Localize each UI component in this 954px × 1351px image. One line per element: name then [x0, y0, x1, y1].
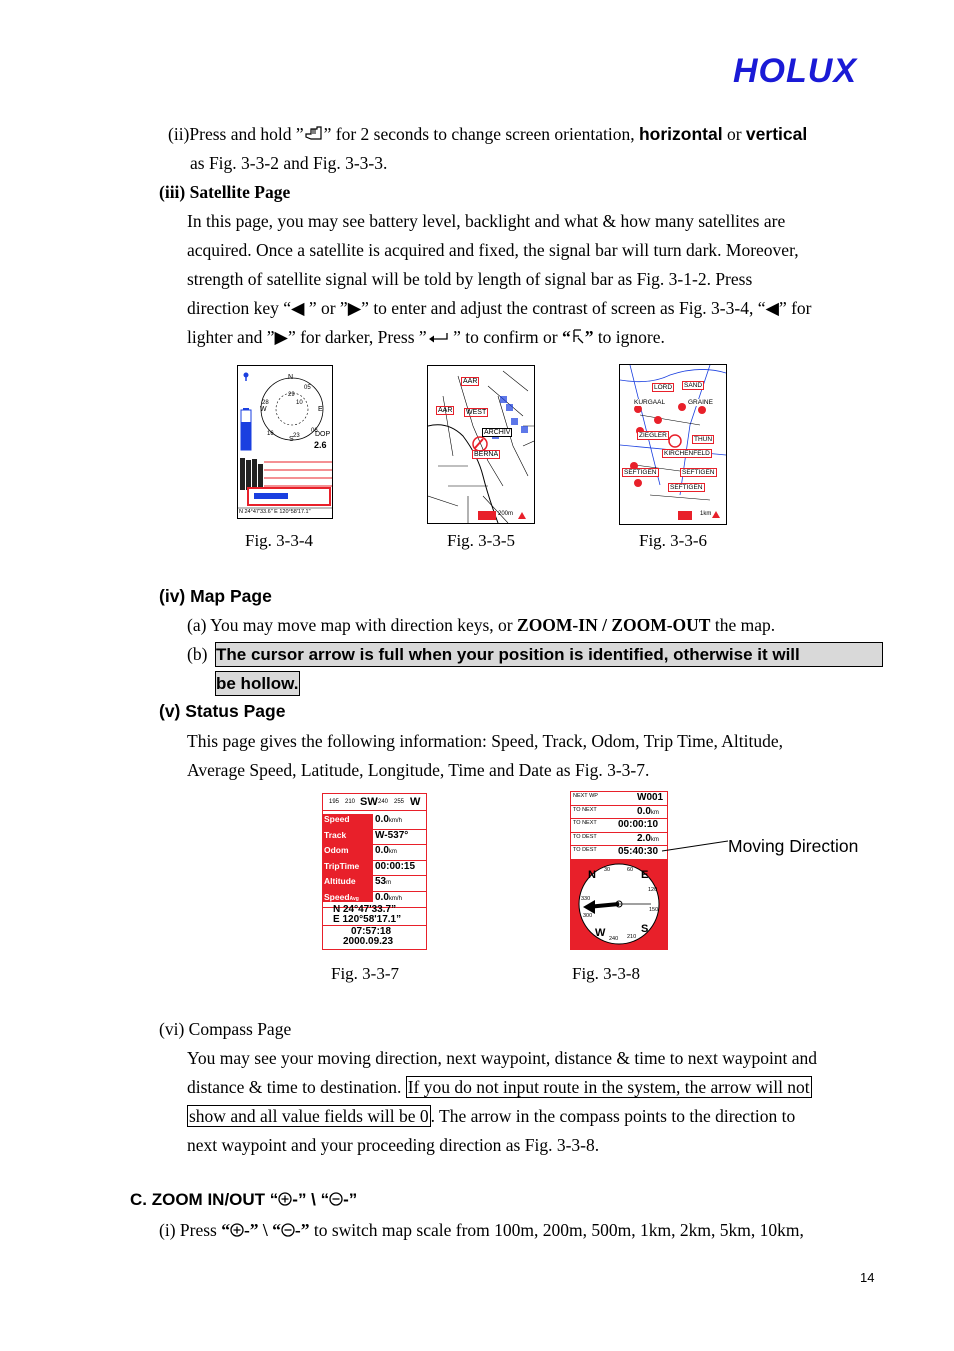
satellite-line1: In this page, you may see battery level, backlight and what & how many satellites are: [187, 211, 786, 231]
map-label: AAR: [438, 407, 453, 414]
sat-num: 16: [267, 431, 274, 437]
status-strip-val: W: [410, 796, 421, 808]
status-value: 0.0: [375, 891, 389, 903]
map-line-b-label: (b): [187, 644, 208, 664]
status-row-label: Odom: [324, 845, 349, 856]
map-label: SEFTIGEN: [624, 469, 657, 476]
right-arrow-icon: ▶: [274, 327, 288, 347]
compass-row-value: [637, 806, 659, 817]
left-arrow-icon: ◀: [290, 298, 305, 318]
status-date: 2000.09.23: [343, 936, 394, 947]
compass-unit: km: [650, 809, 659, 816]
figure-status-screen: [322, 793, 427, 950]
para-ii-text-a: (ii)Press and hold ”: [168, 124, 304, 144]
compass-tick: 150: [649, 907, 659, 913]
sat-l4-d: ” for: [778, 298, 812, 318]
compass-row-label: NEXT WP: [573, 793, 598, 799]
compass-l2-a: distance & time to destination.: [187, 1077, 406, 1097]
map-line-b1-highlight: The cursor arrow is full when your position is identified, otherwise it will: [216, 643, 882, 666]
para-ii-line2: as Fig. 3-3-2 and Fig. 3-3-3.: [190, 153, 388, 173]
sat-l4-c: ” to enter and adjust the contrast of screen as Fig. 3-3-4, “: [361, 298, 766, 318]
sat-num: 10: [296, 400, 303, 406]
figure-map-screen: [427, 365, 535, 524]
map-a-post: the map.: [710, 615, 776, 635]
sat-num: 05: [304, 385, 311, 391]
figure-dense-map-screen: [619, 364, 727, 525]
compass-unit: km: [650, 836, 659, 843]
status-row-value: [375, 892, 402, 903]
compass-line4: next waypoint and your proceeding direction as Fig. 3-3-8.: [187, 1135, 600, 1155]
compass-letter-s: S: [641, 923, 649, 935]
compass-value: 2.0: [637, 832, 651, 844]
status-row-value: [375, 845, 397, 856]
escape-icon: [571, 324, 585, 353]
zoom-heading: [130, 1190, 357, 1211]
compass-tick: 30: [604, 867, 611, 873]
status-longitude: E 120°58'17.1”: [333, 914, 402, 925]
status-label: Speed: [324, 891, 350, 902]
zoom-heading-b: -” \ “: [292, 1190, 330, 1209]
compass-tick: 300: [583, 913, 593, 919]
caption-fig-3-3-4: Fig. 3-3-4: [245, 531, 313, 550]
status-strip-val: 255: [394, 799, 405, 805]
or-text: or: [722, 124, 746, 144]
satellite-line3: strength of satellite signal will be told by length of signal bar as Fig. 3-1-2. Press: [187, 269, 753, 289]
sat-dop-value: 2.6: [314, 440, 327, 450]
map-scale: 200m: [498, 511, 514, 517]
status-row: [323, 845, 426, 861]
compass-row: [571, 819, 667, 833]
compass-row-value: 00:00:10: [618, 819, 659, 831]
status-row: [323, 830, 426, 846]
compass-row-label: TO NEXT: [573, 820, 597, 827]
map-scale: 1km: [700, 511, 712, 517]
status-label-sub: Avg: [349, 895, 359, 902]
vertical-label: vertical: [745, 124, 808, 144]
compass-row: [571, 846, 667, 860]
map-label: SAND: [684, 382, 703, 389]
sat-l5-c: ” to confirm or: [448, 327, 562, 347]
satellite-line2: acquired. Once a satellite is acquired and fixed, the signal bar will turn dark. Moreover,: [187, 240, 799, 260]
compass-line1: You may see your moving direction, next waypoint, distance & time to next waypoint and: [187, 1048, 818, 1068]
status-unit: km: [388, 849, 397, 856]
compass-line3: [187, 1102, 882, 1131]
compass-row: [571, 833, 667, 847]
status-unit: km/h: [388, 818, 402, 824]
zoom-in-icon: [230, 1217, 244, 1246]
route-note-box-part1: If you do not input route in the system, the arrow will not: [407, 1077, 810, 1097]
compass-letter-n: N: [588, 869, 596, 881]
caption-fig-3-3-8: Fig. 3-3-8: [572, 964, 640, 983]
satellite-line5: [187, 323, 882, 353]
sat-num: 23: [293, 433, 300, 439]
page-number: 14: [860, 1270, 875, 1285]
map-label: ZIEGLER: [639, 432, 667, 439]
compass-letter-e: E: [641, 869, 649, 881]
zoom-i-q1: “: [221, 1220, 230, 1240]
status-latitude: N 24°47'33.7”: [333, 904, 397, 915]
status-value: 0.0: [375, 814, 389, 825]
status-value: 0.0: [375, 845, 389, 857]
compass-l3-b: . The arrow in the compass points to the direction to: [430, 1106, 796, 1126]
map-label: GRAINE: [688, 399, 713, 406]
sat-num: 06: [311, 428, 318, 434]
map-label: WEST: [466, 409, 487, 416]
status-row-label: TripTime: [324, 860, 360, 871]
compass-row-label: TO NEXT: [573, 806, 597, 813]
status-strip-val: SW: [360, 796, 378, 808]
map-label: LORD: [654, 384, 673, 391]
compass-tick: 240: [609, 936, 619, 942]
status-rows: [323, 814, 426, 908]
compass-value: 0.0: [637, 805, 651, 817]
status-unit: km/h: [388, 895, 402, 902]
status-line2: Average Speed, Latitude, Longitude, Time and Date as Fig. 3-3-7.: [187, 760, 650, 780]
map-a-pre: (a) You may move map with direction keys, or: [187, 615, 518, 635]
horizontal-label: horizontal: [638, 124, 723, 144]
zoom-line-i: [159, 1216, 882, 1246]
sat-compass-s: S: [289, 436, 294, 443]
status-row-label: Track: [324, 829, 347, 840]
sat-l5-q1: “: [561, 327, 571, 347]
map-label: AAR: [463, 378, 478, 385]
status-row-label: [324, 892, 359, 902]
compass-row-label: TO DEST: [573, 833, 597, 840]
sat-l5-b: ” for darker, Press ”: [287, 327, 427, 347]
compass-line2: [187, 1073, 882, 1102]
satellite-heading: (iii) Satellite Page: [159, 182, 291, 202]
sat-l5-d: to ignore.: [593, 327, 665, 347]
zoom-i-c: -”: [294, 1220, 310, 1240]
zoom-i-b: -” \ “: [243, 1220, 281, 1240]
caption-fig-3-3-6: Fig. 3-3-6: [639, 531, 707, 550]
moving-direction-leader-line: [660, 835, 730, 855]
sat-compass-n: N: [288, 374, 294, 381]
compass-row-label: TO DEST: [573, 847, 597, 854]
compass-tick: 210: [627, 934, 637, 940]
status-row-value: W-537°: [375, 829, 409, 841]
compass-row: [571, 806, 667, 820]
sat-num: 28: [262, 400, 269, 406]
sat-l5-a: lighter and ”: [187, 327, 275, 347]
compass-dial-background: [571, 859, 667, 949]
figure-compass-screen: [570, 791, 668, 950]
status-row-value: 00:00:15: [375, 860, 416, 872]
status-line1: This page gives the following information: Speed, Track, Odom, Trip Time, Altitude,: [187, 731, 783, 751]
zoom-out-icon: [281, 1217, 295, 1246]
sat-l4-a: direction key “: [187, 298, 291, 318]
compass-page-heading: (vi) Compass Page: [159, 1019, 292, 1039]
compass-row-value: W001: [637, 792, 664, 803]
hand-menu-icon: [304, 121, 324, 150]
map-label: ARCHIV: [484, 429, 511, 436]
status-row: [323, 861, 426, 877]
left-arrow-icon: ◀: [765, 298, 779, 318]
status-compass-strip: [323, 794, 426, 811]
zoom-out-icon: [329, 1191, 343, 1211]
sat-compass-w: W: [260, 406, 267, 413]
caption-fig-3-3-7: Fig. 3-3-7: [331, 964, 399, 983]
map-page-heading: (iv) Map Page: [159, 586, 272, 606]
map-label: SEFTIGEN: [670, 484, 703, 491]
zoom-i-a: (i) Press: [159, 1220, 222, 1240]
map-label: SEFTIGEN: [682, 469, 715, 476]
map-line-a: [187, 611, 775, 640]
status-unit: m: [386, 880, 392, 887]
map-label: KURGAAL: [634, 399, 666, 406]
compass-rows: [571, 792, 667, 860]
zoom-heading-c: -”: [343, 1190, 358, 1209]
status-row: [323, 876, 426, 892]
zoom-in-icon: [278, 1191, 292, 1211]
right-arrow-icon: ▶: [347, 298, 362, 318]
compass-tick: 330: [581, 896, 591, 902]
para-ii-text-b: ” for 2 seconds to change screen orientation,: [323, 124, 639, 144]
enter-icon: [427, 324, 449, 353]
satellite-line4: [187, 294, 882, 323]
status-row-value: [375, 814, 402, 825]
map-label: KIRCHENFELD: [664, 450, 710, 457]
status-strip-val: 195: [329, 799, 340, 805]
compass-letter-w: W: [595, 927, 606, 939]
map-label: BERNA: [474, 451, 499, 458]
compass-tick: 120: [648, 887, 658, 893]
status-strip-val: 240: [378, 799, 389, 805]
compass-row-value: [637, 833, 659, 844]
status-row-value: [375, 876, 391, 887]
sat-num: 29: [288, 392, 295, 398]
zoom-i-d: to switch map scale from 100m, 200m, 500m, 1km, 2km, 5km, 10km,: [309, 1220, 804, 1240]
sat-l4-b: ” or ”: [304, 298, 348, 318]
compass-tick: 60: [627, 867, 634, 873]
map-label: THUN: [694, 436, 713, 443]
status-row: [323, 814, 426, 830]
compass-row: [571, 792, 667, 806]
sat-coord: N 24°47'33.6" E 120°58'17.1": [239, 509, 311, 515]
status-row-label: Altitude: [324, 876, 356, 887]
para-ii-line1: [168, 120, 882, 150]
zoom-heading-a: C. ZOOM IN/OUT “: [130, 1190, 279, 1209]
sat-dop-label: DOP: [315, 431, 331, 438]
figure-satellite-screen: [237, 365, 333, 519]
caption-fig-3-3-5: Fig. 3-3-5: [447, 531, 515, 550]
status-value: 53: [375, 876, 387, 888]
moving-direction-label: Moving Direction: [728, 836, 859, 856]
zoom-in-out-bold: ZOOM-IN / ZOOM-OUT: [517, 615, 711, 635]
compass-row-value: 05:40:30: [618, 846, 659, 858]
sat-compass-e: E: [318, 406, 323, 413]
status-strip-val: 210: [345, 799, 356, 805]
holux-logo: HOLUX: [733, 52, 857, 90]
sat-l5-q2: ”: [584, 327, 594, 347]
status-row-label: Speed: [324, 814, 350, 824]
map-line-b2-highlight: be hollow.: [216, 674, 299, 693]
route-note-box-part2: show and all value fields will be 0: [189, 1106, 429, 1126]
status-time: 07:57:18: [351, 926, 392, 937]
status-page-heading: (v) Status Page: [159, 701, 286, 721]
